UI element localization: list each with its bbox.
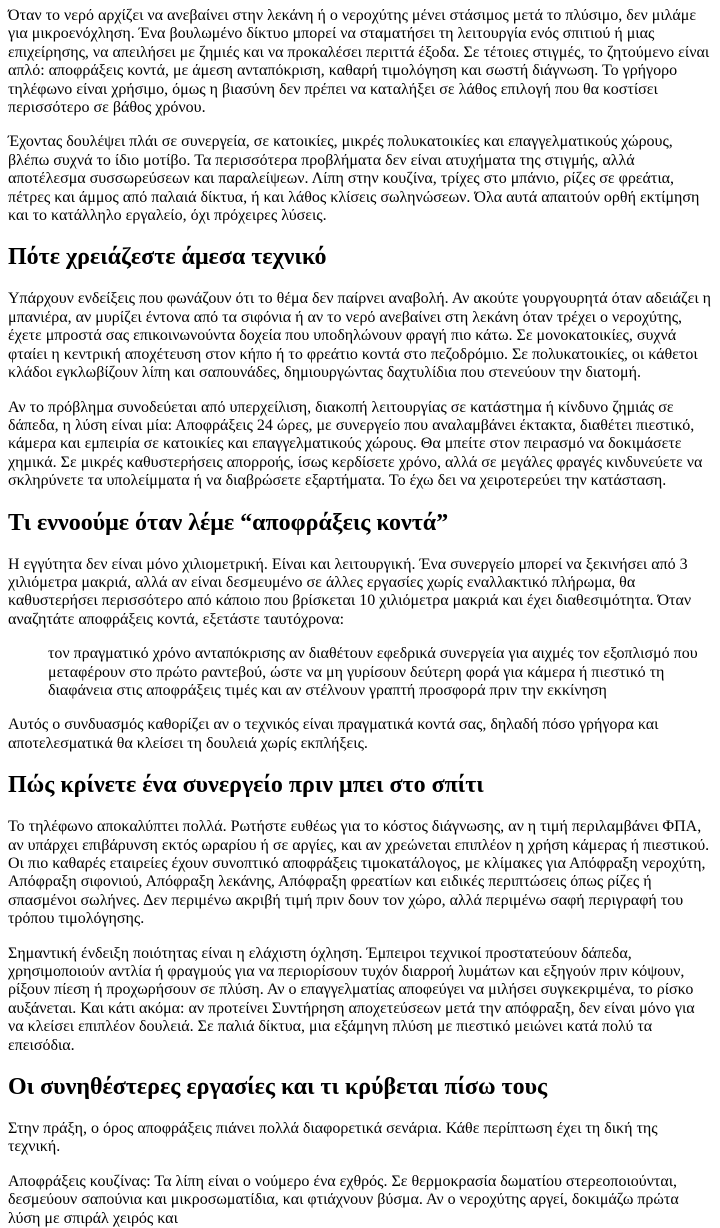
section-paragraph: Η εγγύτητα δεν είναι μόνο χιλιομετρική. Είναι και λειτουργική. Ένα συνεργείο μπορεί να ξεκινήσει από 3 χιλιόμετρα μακριά, αλλά αν είναι δεσμευμένο σε άλλες εργασίες χωρίς εναλλακτικό πλήρωμα, θα καθυστερήσει περισσότερο από κάποιο που βρίσκεται 10 χιλιόμετρα μακριά και έχει διαθεσιμότητα. Όταν αναζητάτε αποφράξεις κοντά, εξετάστε ταυτόχρονα:	[8, 555, 692, 628]
section-paragraph: Σημαντική ένδειξη ποιότητας είναι η ελάχιστη όχληση. Έμπειροι τεχνικοί προστατεύουν δάπεδα, χρησιμοποιούν αντλία ή φραγμούς για να περιορίσουν τυχόν διαρροή λυμάτων και εξηγούν πριν κόψουν, ρίξουν πίεση ή προχωρήσουν σε πλύση. Αν ο επαγγελματίας αποφεύγει να μιλήσει συγκεκριμένα, το ρίσκο αυξάνεται. Και κάτι ακόμα: αν προτείνει Συντήρηση αποχετεύσεων μετά την απόφραξη, δεν είναι μόνο για να κλείσει επιπλέον δουλειά. Σε παλιά δίκτυα, μια εξάμηνη πλύση με πιεστικό μειώνει κατά πολύ τα επεισόδια.	[8, 944, 695, 1054]
section-heading: Πότε χρειάζεστε άμεσα τεχνικό	[8, 244, 327, 271]
section-paragraph: Αποφράξεις κουζίνας: Τα λίπη είναι ο νούμερο ένα εχθρός. Σε θερμοκρασία δωματίου στερεοποιούνται, δεσμεύουν σαπούνια και μικροσωματίδια, και φτιάχνουν βύσμα. Αν ο νεροχύτης αργεί, δοκιμάζω πρώτα λύση με σπιράλ χειρός και	[8, 1172, 679, 1227]
section-paragraph: Αν το πρόβλημα συνοδεύεται από υπερχείλιση, διακοπή λειτουργίας σε κατάστημα ή κίνδυνο ζημιάς σε δάπεδα, η λύση είναι μία: Αποφράξεις 24 ώρες, με συνεργείο που αναλαμβάνει έκτακτα, διαθέτει πιεστικό, κάμερα και εμπειρία σε κατοικίες και επαγγελματικούς χώρους. Θα μπείτε στον πειρασμό να δοκιμάσετε χημικά. Σε μικρές καθυστερήσεις απορροής, ίσως κερδίσετε χρόνο, αλλά σε μεγάλες φραγές κινδυνεύετε να σκληρύνετε τα υπολείμματα ή να διαβρώσετε εξαρτήματα. Το έχω δει να χειροτερεύει την κατάσταση.	[8, 398, 703, 490]
checklist-blockquote: τον πραγματικό χρόνο ανταπόκρισης αν διαθέτουν εφεδρικά συνεργεία για αιχμές τον εξοπλισμό που μεταφέρουν στο πρώτο ραντεβού, ώστε να μη γυρίσουν δεύτερη φορά για κάμερα ή πιεστικό τη διαφάνεια στις αποφράξεις τιμές και αν στέλνουν γραπτή προσφορά πριν την εκκίνηση	[48, 645, 698, 699]
section-heading: Οι συνηθέστερες εργασίες και τι κρύβεται πίσω τους	[8, 1074, 548, 1101]
intro-paragraph: Έχοντας δουλέψει πλάι σε συνεργεία, σε κατοικίες, μικρές πολυκατοικίες και επαγγελματικούς χώρους, βλέπω συχνά το ίδιο μοτίβο. Τα περισσότερα προβλήματα δεν είναι ατυχήματα της στιγμής, αλλά αποτέλεσμα συσσωρεύσεων και παραλείψεων. Λίπη στην κουζίνα, τρίχες στο μπάνιο, ρίζες σε φρεάτια, πέτρες και άμμος από παλαιά δίκτυα, ή και λάθος κλίσεις σωληνώσεων. Όλα αυτά απαιτούν ορθή εκτίμηση και το κατάλληλο εργαλείο, όχι πρόχειρες λύσεις.	[8, 133, 700, 225]
section-paragraph: Αυτός ο συνδυασμός καθορίζει αν ο τεχνικός είναι πραγματικά κοντά σας, δηλαδή πόσο γρήγορα και αποτελεσματικά θα κλείσει τη δουλειά χωρίς εκπλήξεις.	[8, 716, 659, 752]
section-heading: Πώς κρίνετε ένα συνεργείο πριν μπει στο σπίτι	[8, 772, 484, 799]
section-paragraph: Το τηλέφωνο αποκαλύπτει πολλά. Ρωτήστε ευθέως για το κόστος διάγνωσης, αν η τιμή περιλαμβάνει ΦΠΑ, αν υπάρχει επιβάρυνση εκτός ωραρίου ή σε αργίες, και αν χρεώνεται επιπλέον η χρήση κάμερας ή πιεστικού. Οι πιο καθαρές εταιρείες έχουν συνοπτικό αποφράξεις τιμοκατάλογος, με κλίμακες για Απόφραξη νεροχύτη, Απόφραξη σιφονιού, Απόφραξη λεκάνης, Απόφραξη φρεατίων και ειδικές περιπτώσεις όπως ρίζες ή σπασμένοι σωλήνες. Δεν περιμένω ακριβή τιμή πριν δουν τον χώρο, αλλά περιμένω σαφή περιγραφή του τρόπου τιμολόγησης.	[8, 818, 710, 928]
section-heading: Τι εννοούμε όταν λέμε “αποφράξεις κοντά”	[8, 509, 449, 536]
intro-paragraph: Όταν το νερό αρχίζει να ανεβαίνει στην λεκάνη ή ο νεροχύτης μένει στάσιμος μετά το πλύσιμο, δεν μιλάμε για μικροενόχληση. Ένα βουλωμένο δίκτυο μπορεί να σταματήσει τη λειτουργία ενός σπιτιού ή μιας επιχείρησης, να απειλήσει με ζημιές και να προκαλέσει περιττά έξοδα. Σε τέτοιες στιγμές, το ζητούμενο είναι απλό: αποφράξεις κοντά, με άμεση ανταπόκριση, καθαρή τιμολόγηση και σωστή διάγνωση. Το γρήγορο τηλέφωνο είναι χρήσιμο, όμως η βιασύνη δεν πρέπει να καταλήξει σε λάθος επιλογή που θα κοστίσει περισσότερο σε βάθος χρόνου.	[8, 7, 710, 117]
section-paragraph: Υπάρχουν ενδείξεις που φωνάζουν ότι το θέμα δεν παίρνει αναβολή. Αν ακούτε γουργουρητά όταν αδειάζει η μπανιέρα, αν μυρίζει έντονα από τα σιφόνια ή αν το νερό ανεβαίνει στη λεκάνη όταν τρέχει ο νεροχύτης, έχετε μπροστά σας επικοινωνούντα δοχεία που υποδηλώνουν φραγή πιο κάτω. Σε μονοκατοικίες, συχνά φταίει η κεντρική αποχέτευση στον κήπο ή το φρεάτιο κοντά στο πεζοδρόμιο. Σε πολυκατοικίες, οι κάθετοι κλάδοι εγκλωβίζουν λίπη και σαπουνάδες, δημιουργώντας δαχτυλίδια που στενεύουν την διατομή.	[8, 290, 712, 382]
section-paragraph: Στην πράξη, ο όρος αποφράξεις πιάνει πολλά διαφορετικά σενάρια. Κάθε περίπτωση έχει τη δική της τεχνική.	[8, 1120, 658, 1156]
